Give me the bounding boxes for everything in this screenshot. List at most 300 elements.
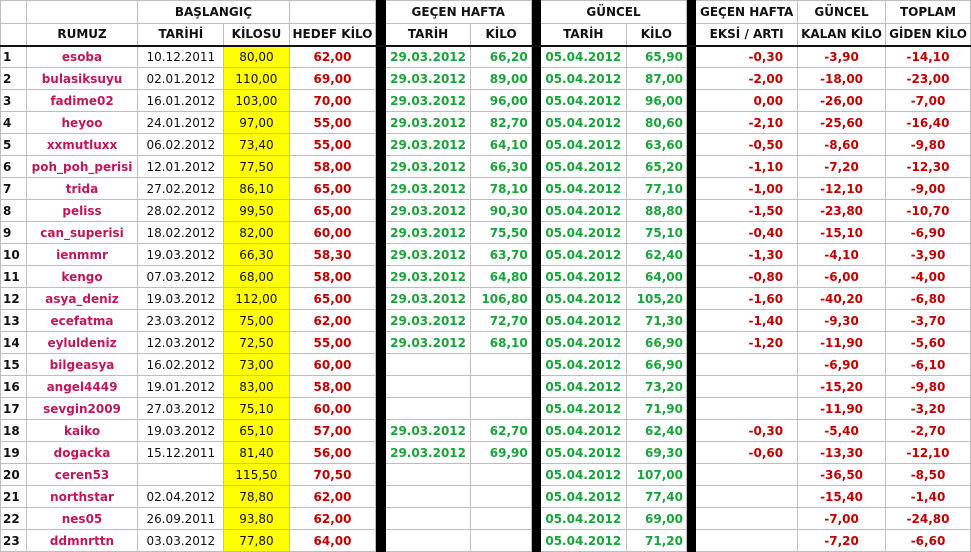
weekly-change-cell[interactable]: -1,00 bbox=[696, 178, 798, 200]
weekly-change-cell[interactable] bbox=[696, 508, 798, 530]
row-number-cell[interactable]: 5 bbox=[1, 134, 27, 156]
current-date-cell[interactable]: 05.04.2012 bbox=[540, 112, 626, 134]
last-week-weight-cell[interactable] bbox=[471, 508, 531, 530]
current-weight-cell[interactable]: 69,00 bbox=[626, 508, 686, 530]
header-hedef-kilo[interactable]: HEDEF KİLO bbox=[289, 24, 376, 46]
last-week-weight-cell[interactable] bbox=[471, 354, 531, 376]
remaining-weight-cell[interactable]: -18,00 bbox=[798, 68, 886, 90]
remaining-weight-cell[interactable]: -7,00 bbox=[798, 508, 886, 530]
current-weight-cell[interactable]: 80,60 bbox=[626, 112, 686, 134]
separator-cell bbox=[687, 244, 696, 266]
last-week-date-cell[interactable] bbox=[385, 398, 471, 420]
last-week-weight-cell[interactable]: 89,00 bbox=[471, 68, 531, 90]
row-number-cell[interactable]: 17 bbox=[1, 398, 27, 420]
start-date-cell[interactable]: 26.09.2011 bbox=[138, 508, 224, 530]
last-week-date-cell[interactable] bbox=[385, 376, 471, 398]
current-date-cell[interactable]: 05.04.2012 bbox=[540, 46, 626, 68]
current-weight-cell[interactable]: 77,10 bbox=[626, 178, 686, 200]
rumuz-cell[interactable]: ienmmr bbox=[26, 244, 138, 266]
target-weight-cell[interactable]: 60,00 bbox=[289, 222, 376, 244]
start-date-cell[interactable]: 02.01.2012 bbox=[138, 68, 224, 90]
total-lost-cell[interactable]: -23,00 bbox=[886, 68, 971, 90]
remaining-weight-cell[interactable]: -4,10 bbox=[798, 244, 886, 266]
header-guncel-kalan[interactable]: GÜNCEL bbox=[798, 1, 886, 24]
last-week-weight-cell[interactable]: 64,10 bbox=[471, 134, 531, 156]
rumuz-cell[interactable]: fadime02 bbox=[26, 90, 138, 112]
row-number-cell[interactable]: 14 bbox=[1, 332, 27, 354]
total-lost-cell[interactable]: -12,10 bbox=[886, 442, 971, 464]
start-date-cell[interactable]: 03.03.2012 bbox=[138, 530, 224, 552]
last-week-date-cell[interactable]: 29.03.2012 bbox=[385, 222, 471, 244]
current-weight-cell[interactable]: 66,90 bbox=[626, 354, 686, 376]
row-number-cell[interactable]: 10 bbox=[1, 244, 27, 266]
remaining-weight-cell[interactable]: -8,60 bbox=[798, 134, 886, 156]
weekly-change-cell[interactable] bbox=[696, 530, 798, 552]
last-week-weight-cell[interactable]: 90,30 bbox=[471, 200, 531, 222]
total-lost-cell[interactable]: -14,10 bbox=[886, 46, 971, 68]
total-lost-cell[interactable]: -9,00 bbox=[886, 178, 971, 200]
weekly-change-cell[interactable]: -0,30 bbox=[696, 420, 798, 442]
row-number-cell[interactable]: 20 bbox=[1, 464, 27, 486]
last-week-weight-cell[interactable]: 69,90 bbox=[471, 442, 531, 464]
current-weight-cell[interactable]: 88,80 bbox=[626, 200, 686, 222]
current-date-cell[interactable]: 05.04.2012 bbox=[540, 200, 626, 222]
start-weight-cell[interactable]: 72,50 bbox=[224, 332, 289, 354]
remaining-weight-cell[interactable]: -3,90 bbox=[798, 46, 886, 68]
start-weight-cell[interactable]: 81,40 bbox=[224, 442, 289, 464]
rumuz-cell[interactable]: dogacka bbox=[26, 442, 138, 464]
current-weight-cell[interactable]: 63,60 bbox=[626, 134, 686, 156]
current-date-cell[interactable]: 05.04.2012 bbox=[540, 420, 626, 442]
weekly-change-cell[interactable] bbox=[696, 398, 798, 420]
weekly-change-cell[interactable]: -1,50 bbox=[696, 200, 798, 222]
start-weight-cell[interactable]: 77,50 bbox=[224, 156, 289, 178]
start-date-cell[interactable] bbox=[138, 464, 224, 486]
weekly-change-cell[interactable]: -0,50 bbox=[696, 134, 798, 156]
row-number-cell[interactable]: 19 bbox=[1, 442, 27, 464]
weekly-change-cell[interactable]: -0,40 bbox=[696, 222, 798, 244]
header-toplam[interactable]: TOPLAM bbox=[886, 1, 971, 24]
remaining-weight-cell[interactable]: -12,10 bbox=[798, 178, 886, 200]
row-number-cell[interactable]: 23 bbox=[1, 530, 27, 552]
row-number-cell[interactable]: 9 bbox=[1, 222, 27, 244]
current-weight-cell[interactable]: 66,90 bbox=[626, 332, 686, 354]
current-date-cell[interactable]: 05.04.2012 bbox=[540, 244, 626, 266]
weekly-change-cell[interactable]: -1,30 bbox=[696, 244, 798, 266]
start-weight-cell[interactable]: 110,00 bbox=[224, 68, 289, 90]
total-lost-cell[interactable]: -12,30 bbox=[886, 156, 971, 178]
last-week-date-cell[interactable]: 29.03.2012 bbox=[385, 68, 471, 90]
start-weight-cell[interactable]: 115,50 bbox=[224, 464, 289, 486]
last-week-date-cell[interactable]: 29.03.2012 bbox=[385, 46, 471, 68]
start-date-cell[interactable]: 19.01.2012 bbox=[138, 376, 224, 398]
start-weight-cell[interactable]: 73,00 bbox=[224, 354, 289, 376]
header-gecen-kilo[interactable]: KİLO bbox=[471, 24, 531, 46]
current-date-cell[interactable]: 05.04.2012 bbox=[540, 398, 626, 420]
header-gecen-tarih[interactable]: TARİH bbox=[385, 24, 471, 46]
row-number-cell[interactable]: 1 bbox=[1, 46, 27, 68]
target-weight-cell[interactable]: 62,00 bbox=[289, 486, 376, 508]
current-date-cell[interactable]: 05.04.2012 bbox=[540, 530, 626, 552]
weekly-change-cell[interactable]: -0,80 bbox=[696, 266, 798, 288]
last-week-date-cell[interactable] bbox=[385, 486, 471, 508]
remaining-weight-cell[interactable]: -15,40 bbox=[798, 486, 886, 508]
total-lost-cell[interactable]: -10,70 bbox=[886, 200, 971, 222]
current-date-cell[interactable]: 05.04.2012 bbox=[540, 310, 626, 332]
start-weight-cell[interactable]: 77,80 bbox=[224, 530, 289, 552]
last-week-date-cell[interactable] bbox=[385, 508, 471, 530]
current-weight-cell[interactable]: 62,40 bbox=[626, 420, 686, 442]
target-weight-cell[interactable]: 65,00 bbox=[289, 178, 376, 200]
rumuz-cell[interactable]: bulasiksuyu bbox=[26, 68, 138, 90]
target-weight-cell[interactable]: 70,50 bbox=[289, 464, 376, 486]
header-tarihi[interactable]: TARİHİ bbox=[138, 24, 224, 46]
start-weight-cell[interactable]: 82,00 bbox=[224, 222, 289, 244]
weekly-change-cell[interactable] bbox=[696, 354, 798, 376]
row-number-cell[interactable]: 4 bbox=[1, 112, 27, 134]
current-weight-cell[interactable]: 105,20 bbox=[626, 288, 686, 310]
target-weight-cell[interactable]: 60,00 bbox=[289, 354, 376, 376]
weekly-change-cell[interactable] bbox=[696, 464, 798, 486]
remaining-weight-cell[interactable]: -15,20 bbox=[798, 376, 886, 398]
weekly-change-cell[interactable]: -1,60 bbox=[696, 288, 798, 310]
row-number-cell[interactable]: 13 bbox=[1, 310, 27, 332]
target-weight-cell[interactable]: 57,00 bbox=[289, 420, 376, 442]
start-date-cell[interactable]: 16.02.2012 bbox=[138, 354, 224, 376]
row-number-cell[interactable]: 22 bbox=[1, 508, 27, 530]
remaining-weight-cell[interactable]: -7,20 bbox=[798, 156, 886, 178]
last-week-date-cell[interactable]: 29.03.2012 bbox=[385, 178, 471, 200]
row-number-cell[interactable]: 12 bbox=[1, 288, 27, 310]
remaining-weight-cell[interactable]: -7,20 bbox=[798, 530, 886, 552]
rumuz-cell[interactable]: eyluldeniz bbox=[26, 332, 138, 354]
last-week-date-cell[interactable] bbox=[385, 354, 471, 376]
start-date-cell[interactable]: 16.01.2012 bbox=[138, 90, 224, 112]
total-lost-cell[interactable]: -9,80 bbox=[886, 376, 971, 398]
weekly-change-cell[interactable]: -1,20 bbox=[696, 332, 798, 354]
target-weight-cell[interactable]: 65,00 bbox=[289, 288, 376, 310]
remaining-weight-cell[interactable]: -23,80 bbox=[798, 200, 886, 222]
rumuz-cell[interactable]: peliss bbox=[26, 200, 138, 222]
start-date-cell[interactable]: 28.02.2012 bbox=[138, 200, 224, 222]
start-date-cell[interactable]: 12.03.2012 bbox=[138, 332, 224, 354]
last-week-date-cell[interactable]: 29.03.2012 bbox=[385, 442, 471, 464]
row-number-cell[interactable]: 16 bbox=[1, 376, 27, 398]
weekly-change-cell[interactable] bbox=[696, 376, 798, 398]
start-date-cell[interactable]: 10.12.2011 bbox=[138, 46, 224, 68]
start-weight-cell[interactable]: 65,10 bbox=[224, 420, 289, 442]
start-weight-cell[interactable]: 75,10 bbox=[224, 398, 289, 420]
target-weight-cell[interactable]: 55,00 bbox=[289, 134, 376, 156]
current-date-cell[interactable]: 05.04.2012 bbox=[540, 332, 626, 354]
row-number-cell[interactable]: 21 bbox=[1, 486, 27, 508]
total-lost-cell[interactable]: -1,40 bbox=[886, 486, 971, 508]
current-date-cell[interactable]: 05.04.2012 bbox=[540, 486, 626, 508]
total-lost-cell[interactable]: -3,90 bbox=[886, 244, 971, 266]
rumuz-cell[interactable]: bilgeasya bbox=[26, 354, 138, 376]
last-week-date-cell[interactable]: 29.03.2012 bbox=[385, 90, 471, 112]
total-lost-cell[interactable]: -24,80 bbox=[886, 508, 971, 530]
start-date-cell[interactable]: 15.12.2011 bbox=[138, 442, 224, 464]
header-guncel[interactable]: GÜNCEL bbox=[540, 1, 686, 24]
remaining-weight-cell[interactable]: -36,50 bbox=[798, 464, 886, 486]
current-weight-cell[interactable]: 96,00 bbox=[626, 90, 686, 112]
target-weight-cell[interactable]: 60,00 bbox=[289, 398, 376, 420]
last-week-date-cell[interactable]: 29.03.2012 bbox=[385, 332, 471, 354]
remaining-weight-cell[interactable]: -6,00 bbox=[798, 266, 886, 288]
row-number-cell[interactable]: 6 bbox=[1, 156, 27, 178]
rumuz-cell[interactable]: trida bbox=[26, 178, 138, 200]
target-weight-cell[interactable]: 55,00 bbox=[289, 112, 376, 134]
current-date-cell[interactable]: 05.04.2012 bbox=[540, 266, 626, 288]
remaining-weight-cell[interactable]: -6,90 bbox=[798, 354, 886, 376]
row-number-cell[interactable]: 11 bbox=[1, 266, 27, 288]
current-date-cell[interactable]: 05.04.2012 bbox=[540, 508, 626, 530]
start-weight-cell[interactable]: 112,00 bbox=[224, 288, 289, 310]
target-weight-cell[interactable]: 69,00 bbox=[289, 68, 376, 90]
header-baslangic[interactable]: BAŞLANGIÇ bbox=[138, 1, 289, 24]
target-weight-cell[interactable]: 58,30 bbox=[289, 244, 376, 266]
last-week-date-cell[interactable]: 29.03.2012 bbox=[385, 134, 471, 156]
weekly-change-cell[interactable]: -0,30 bbox=[696, 46, 798, 68]
separator-cell bbox=[687, 112, 696, 134]
total-lost-cell[interactable]: -16,40 bbox=[886, 112, 971, 134]
current-weight-cell[interactable]: 62,40 bbox=[626, 244, 686, 266]
separator-cell bbox=[531, 332, 540, 354]
last-week-date-cell[interactable]: 29.03.2012 bbox=[385, 266, 471, 288]
total-lost-cell[interactable]: -9,80 bbox=[886, 134, 971, 156]
current-weight-cell[interactable]: 65,90 bbox=[626, 46, 686, 68]
last-week-weight-cell[interactable]: 96,00 bbox=[471, 90, 531, 112]
rumuz-cell[interactable]: poh_poh_perisi bbox=[26, 156, 138, 178]
current-weight-cell[interactable]: 75,10 bbox=[626, 222, 686, 244]
last-week-weight-cell[interactable]: 64,80 bbox=[471, 266, 531, 288]
weekly-change-cell[interactable]: -1,10 bbox=[696, 156, 798, 178]
target-weight-cell[interactable]: 64,00 bbox=[289, 530, 376, 552]
last-week-weight-cell[interactable]: 63,70 bbox=[471, 244, 531, 266]
row-number-cell[interactable]: 3 bbox=[1, 90, 27, 112]
total-lost-cell[interactable]: -5,60 bbox=[886, 332, 971, 354]
header-giden-kilo[interactable]: GİDEN KİLO bbox=[886, 24, 971, 46]
current-weight-cell[interactable]: 71,20 bbox=[626, 530, 686, 552]
remaining-weight-cell[interactable]: -5,40 bbox=[798, 420, 886, 442]
weekly-change-cell[interactable]: -2,10 bbox=[696, 112, 798, 134]
current-date-cell[interactable]: 05.04.2012 bbox=[540, 354, 626, 376]
last-week-weight-cell[interactable] bbox=[471, 464, 531, 486]
last-week-date-cell[interactable]: 29.03.2012 bbox=[385, 156, 471, 178]
total-lost-cell[interactable]: -6,80 bbox=[886, 288, 971, 310]
rumuz-cell[interactable]: sevgin2009 bbox=[26, 398, 138, 420]
last-week-weight-cell[interactable] bbox=[471, 398, 531, 420]
weekly-change-cell[interactable]: -2,00 bbox=[696, 68, 798, 90]
header-guncel-kilo[interactable]: KİLO bbox=[626, 24, 686, 46]
current-weight-cell[interactable]: 64,00 bbox=[626, 266, 686, 288]
rumuz-cell[interactable]: xxmutluxx bbox=[26, 134, 138, 156]
current-weight-cell[interactable]: 77,40 bbox=[626, 486, 686, 508]
separator-cell bbox=[376, 442, 385, 464]
target-weight-cell[interactable]: 58,00 bbox=[289, 376, 376, 398]
last-week-weight-cell[interactable]: 66,20 bbox=[471, 46, 531, 68]
start-date-cell[interactable]: 19.03.2012 bbox=[138, 288, 224, 310]
remaining-weight-cell[interactable]: -11,90 bbox=[798, 398, 886, 420]
rumuz-cell[interactable]: ceren53 bbox=[26, 464, 138, 486]
last-week-date-cell[interactable]: 29.03.2012 bbox=[385, 420, 471, 442]
row-number-cell[interactable]: 15 bbox=[1, 354, 27, 376]
header-rumuz[interactable]: RUMUZ bbox=[26, 24, 138, 46]
current-weight-cell[interactable]: 107,00 bbox=[626, 464, 686, 486]
total-lost-cell[interactable]: -6,10 bbox=[886, 354, 971, 376]
start-date-cell[interactable]: 27.02.2012 bbox=[138, 178, 224, 200]
weekly-change-cell[interactable] bbox=[696, 486, 798, 508]
current-date-cell[interactable]: 05.04.2012 bbox=[540, 178, 626, 200]
remaining-weight-cell[interactable]: -9,30 bbox=[798, 310, 886, 332]
start-weight-cell[interactable]: 66,30 bbox=[224, 244, 289, 266]
start-weight-cell[interactable]: 78,80 bbox=[224, 486, 289, 508]
remaining-weight-cell[interactable]: -40,20 bbox=[798, 288, 886, 310]
total-lost-cell[interactable]: -7,00 bbox=[886, 90, 971, 112]
current-date-cell[interactable]: 05.04.2012 bbox=[540, 68, 626, 90]
header-eksi-arti[interactable]: EKSİ / ARTI bbox=[696, 24, 798, 46]
start-weight-cell[interactable]: 86,10 bbox=[224, 178, 289, 200]
last-week-weight-cell[interactable] bbox=[471, 376, 531, 398]
separator-cell bbox=[531, 244, 540, 266]
current-weight-cell[interactable]: 65,20 bbox=[626, 156, 686, 178]
current-date-cell[interactable]: 05.04.2012 bbox=[540, 288, 626, 310]
total-lost-cell[interactable]: -6,60 bbox=[886, 530, 971, 552]
current-date-cell[interactable]: 05.04.2012 bbox=[540, 442, 626, 464]
last-week-date-cell[interactable]: 29.03.2012 bbox=[385, 288, 471, 310]
total-lost-cell[interactable]: -6,90 bbox=[886, 222, 971, 244]
last-week-weight-cell[interactable] bbox=[471, 486, 531, 508]
start-weight-cell[interactable]: 97,00 bbox=[224, 112, 289, 134]
start-weight-cell[interactable]: 73,40 bbox=[224, 134, 289, 156]
current-weight-cell[interactable]: 71,90 bbox=[626, 398, 686, 420]
remaining-weight-cell[interactable]: -15,10 bbox=[798, 222, 886, 244]
start-date-cell[interactable]: 07.03.2012 bbox=[138, 266, 224, 288]
start-date-cell[interactable]: 06.02.2012 bbox=[138, 134, 224, 156]
last-week-date-cell[interactable] bbox=[385, 464, 471, 486]
start-date-cell[interactable]: 24.01.2012 bbox=[138, 112, 224, 134]
rumuz-cell[interactable]: kaiko bbox=[26, 420, 138, 442]
last-week-weight-cell[interactable]: 106,80 bbox=[471, 288, 531, 310]
start-weight-cell[interactable]: 99,50 bbox=[224, 200, 289, 222]
remaining-weight-cell[interactable]: -11,90 bbox=[798, 332, 886, 354]
rumuz-cell[interactable]: ddmnrttn bbox=[26, 530, 138, 552]
last-week-date-cell[interactable]: 29.03.2012 bbox=[385, 200, 471, 222]
header-kilosu[interactable]: KİLOSU bbox=[224, 24, 289, 46]
row-number-cell[interactable]: 8 bbox=[1, 200, 27, 222]
start-date-cell[interactable]: 18.02.2012 bbox=[138, 222, 224, 244]
current-weight-cell[interactable]: 73,20 bbox=[626, 376, 686, 398]
remaining-weight-cell[interactable]: -25,60 bbox=[798, 112, 886, 134]
start-weight-cell[interactable]: 103,00 bbox=[224, 90, 289, 112]
start-date-cell[interactable]: 02.04.2012 bbox=[138, 486, 224, 508]
rumuz-cell[interactable]: ecefatma bbox=[26, 310, 138, 332]
start-date-cell[interactable]: 19.03.2012 bbox=[138, 244, 224, 266]
last-week-date-cell[interactable]: 29.03.2012 bbox=[385, 310, 471, 332]
weekly-change-cell[interactable]: -0,60 bbox=[696, 442, 798, 464]
current-date-cell[interactable]: 05.04.2012 bbox=[540, 222, 626, 244]
header-guncel-tarih[interactable]: TARİH bbox=[540, 24, 626, 46]
total-lost-cell[interactable]: -8,50 bbox=[886, 464, 971, 486]
start-weight-cell[interactable]: 75,00 bbox=[224, 310, 289, 332]
last-week-weight-cell[interactable]: 66,30 bbox=[471, 156, 531, 178]
current-date-cell[interactable]: 05.04.2012 bbox=[540, 156, 626, 178]
last-week-weight-cell[interactable]: 72,70 bbox=[471, 310, 531, 332]
target-weight-cell[interactable]: 62,00 bbox=[289, 508, 376, 530]
rumuz-cell[interactable]: nes05 bbox=[26, 508, 138, 530]
rumuz-cell[interactable]: asya_deniz bbox=[26, 288, 138, 310]
last-week-date-cell[interactable] bbox=[385, 530, 471, 552]
start-weight-cell[interactable]: 83,00 bbox=[224, 376, 289, 398]
remaining-weight-cell[interactable]: -13,30 bbox=[798, 442, 886, 464]
target-weight-cell[interactable]: 70,00 bbox=[289, 90, 376, 112]
target-weight-cell[interactable]: 62,00 bbox=[289, 310, 376, 332]
start-date-cell[interactable]: 12.01.2012 bbox=[138, 156, 224, 178]
start-weight-cell[interactable]: 80,00 bbox=[224, 46, 289, 68]
target-weight-cell[interactable]: 58,00 bbox=[289, 156, 376, 178]
target-weight-cell[interactable]: 62,00 bbox=[289, 46, 376, 68]
last-week-weight-cell[interactable]: 82,70 bbox=[471, 112, 531, 134]
last-week-weight-cell[interactable]: 62,70 bbox=[471, 420, 531, 442]
current-date-cell[interactable]: 05.04.2012 bbox=[540, 134, 626, 156]
last-week-date-cell[interactable]: 29.03.2012 bbox=[385, 112, 471, 134]
current-weight-cell[interactable]: 87,00 bbox=[626, 68, 686, 90]
row-number-cell[interactable]: 18 bbox=[1, 420, 27, 442]
start-date-cell[interactable]: 23.03.2012 bbox=[138, 310, 224, 332]
start-weight-cell[interactable]: 93,80 bbox=[224, 508, 289, 530]
total-lost-cell[interactable]: -3,20 bbox=[886, 398, 971, 420]
rumuz-cell[interactable]: kengo bbox=[26, 266, 138, 288]
start-date-cell[interactable]: 19.03.2012 bbox=[138, 420, 224, 442]
last-week-weight-cell[interactable]: 75,50 bbox=[471, 222, 531, 244]
rumuz-cell[interactable]: heyoo bbox=[26, 112, 138, 134]
total-lost-cell[interactable]: -4,00 bbox=[886, 266, 971, 288]
last-week-weight-cell[interactable]: 78,10 bbox=[471, 178, 531, 200]
total-lost-cell[interactable]: -3,70 bbox=[886, 310, 971, 332]
last-week-weight-cell[interactable] bbox=[471, 530, 531, 552]
current-date-cell[interactable]: 05.04.2012 bbox=[540, 376, 626, 398]
row-number-cell[interactable]: 2 bbox=[1, 68, 27, 90]
header-gecen-hafta-diff[interactable]: GEÇEN HAFTA bbox=[696, 1, 798, 24]
start-date-cell[interactable]: 27.03.2012 bbox=[138, 398, 224, 420]
separator-cell bbox=[687, 200, 696, 222]
row-number-cell[interactable]: 7 bbox=[1, 178, 27, 200]
target-weight-cell[interactable]: 55,00 bbox=[289, 332, 376, 354]
weekly-change-cell[interactable]: -1,40 bbox=[696, 310, 798, 332]
current-weight-cell[interactable]: 69,30 bbox=[626, 442, 686, 464]
weekly-change-cell[interactable]: 0,00 bbox=[696, 90, 798, 112]
remaining-weight-cell[interactable]: -26,00 bbox=[798, 90, 886, 112]
target-weight-cell[interactable]: 65,00 bbox=[289, 200, 376, 222]
rumuz-cell[interactable]: esoba bbox=[26, 46, 138, 68]
header-kalan-kilo[interactable]: KALAN KİLO bbox=[798, 24, 886, 46]
rumuz-cell[interactable]: can_superisi bbox=[26, 222, 138, 244]
rumuz-cell[interactable]: angel4449 bbox=[26, 376, 138, 398]
header-gecen-hafta[interactable]: GEÇEN HAFTA bbox=[385, 1, 531, 24]
rumuz-cell[interactable]: northstar bbox=[26, 486, 138, 508]
current-date-cell[interactable]: 05.04.2012 bbox=[540, 90, 626, 112]
current-weight-cell[interactable]: 71,30 bbox=[626, 310, 686, 332]
current-date-cell[interactable]: 05.04.2012 bbox=[540, 464, 626, 486]
target-weight-cell[interactable]: 56,00 bbox=[289, 442, 376, 464]
last-week-date-cell[interactable]: 29.03.2012 bbox=[385, 244, 471, 266]
last-week-weight-cell[interactable]: 68,10 bbox=[471, 332, 531, 354]
total-lost-cell[interactable]: -2,70 bbox=[886, 420, 971, 442]
table-row bbox=[1, 266, 971, 288]
start-weight-cell[interactable]: 68,00 bbox=[224, 266, 289, 288]
target-weight-cell[interactable]: 58,00 bbox=[289, 266, 376, 288]
